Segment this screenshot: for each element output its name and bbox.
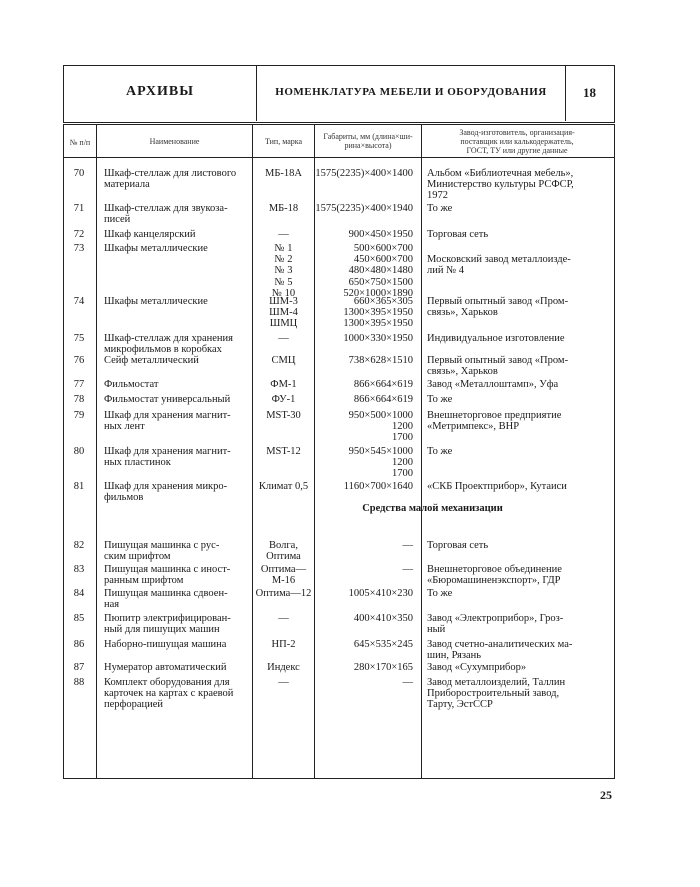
cell-maker: То же (427, 588, 453, 599)
cell-type: — (278, 613, 289, 624)
cell-dims: 645×535×245 (353, 639, 413, 650)
row-number: 70 (73, 168, 85, 179)
cell-name: Шкаф-стеллаж для хранения (104, 333, 233, 344)
cell-type: Волга, (269, 540, 298, 551)
cell-type: — (278, 229, 289, 240)
cell-name: Шкаф для хранения микро- (104, 481, 228, 492)
cell-dims: 1000×330×1950 (343, 333, 413, 344)
cell-dims: 1300×395×1950 (343, 307, 413, 319)
header-divider-1 (256, 65, 257, 121)
row-number: 83 (73, 564, 85, 575)
cell-name: ским шрифтом (104, 551, 171, 563)
cell-dims: — (402, 677, 413, 688)
cell-type: № 10 (271, 287, 296, 299)
cell-maker: Тарту, ЭстССР (427, 699, 493, 711)
cell-type: № 1 (274, 243, 293, 254)
cell-maker: Завод металлоизделий, Таллин (427, 677, 566, 688)
cell-name: Пишущая машинка с рус- (104, 540, 220, 551)
cell-maker: «Бюромашиненэкспорт», ГДР (427, 575, 561, 587)
cell-maker: Торговая сеть (427, 540, 489, 551)
cell-type: СМЦ (271, 355, 296, 366)
cell-maker: То же (427, 394, 453, 405)
cell-type: Оптима— (260, 564, 307, 575)
row-number: 82 (73, 540, 85, 551)
cell-dims: 1575(2235)×400×1400 (315, 168, 413, 179)
cell-type: МБ-18А (265, 168, 302, 179)
cell-dims: — (402, 540, 413, 551)
cell-name: писей (104, 214, 131, 226)
row-number: 77 (73, 379, 85, 390)
cell-type: Оптима—12 (255, 588, 312, 599)
cell-name: Пишущая машинка сдвоен- (104, 588, 228, 599)
cell-maker: Приборостроительный завод, (427, 688, 560, 700)
row-number: 79 (73, 410, 85, 421)
row-number: 78 (73, 394, 85, 405)
cell-type: ФУ-1 (271, 394, 296, 405)
cell-maker: связь», Харьков (427, 307, 498, 319)
cell-maker: лий № 4 (427, 265, 464, 277)
cell-type: МБ-18 (268, 203, 299, 214)
col-header-type: Тип, марка (264, 137, 303, 146)
cell-name: ная (104, 599, 120, 611)
cell-maker: Завод «Электроприбор», Гроз- (427, 613, 564, 624)
cell-type: ШМЦ (269, 318, 298, 330)
cell-dims: — (402, 564, 413, 575)
cell-type: ШМ-3 (269, 296, 298, 307)
cell-type: — (278, 333, 289, 344)
col-header-dims-1: Габариты, мм (длина×ши- (323, 132, 413, 141)
page-number: 18 (583, 85, 596, 100)
cell-dims: 280×170×165 (353, 662, 413, 673)
cell-dims: 660×365×305 (353, 296, 413, 307)
cell-name: ный для пишущих машин (104, 624, 220, 636)
col-divider-num (96, 124, 97, 779)
cell-maker: Внешнеторговое предприятие (427, 410, 562, 421)
row-number: 80 (73, 446, 85, 457)
cell-dims: 480×480×1480 (348, 265, 413, 277)
col-header-maker-2: поставщик или калькодержатель, (460, 137, 574, 146)
cell-name: ных пластинок (104, 457, 171, 469)
cell-type: MST-12 (266, 446, 301, 457)
cell-name: Шкафы металлические (104, 243, 208, 254)
cell-maker: Индивидуальное изготовление (427, 333, 565, 344)
cell-type: № 5 (274, 276, 293, 288)
cell-maker: То же (427, 446, 453, 457)
cell-dims: 1200 (392, 457, 413, 469)
cell-type: MST-30 (266, 410, 301, 421)
cell-maker: Московский завод металлоизде- (427, 254, 571, 266)
row-number: 86 (73, 639, 85, 650)
col-header-maker-1: Завод-изготовитель, организация- (459, 128, 575, 137)
cell-maker: Первый опытный завод «Пром- (427, 355, 569, 366)
row-number: 73 (73, 243, 85, 254)
cell-maker: Завод «Металлоштамп», Уфа (427, 379, 559, 390)
row-number: 76 (73, 355, 85, 366)
cell-maker: ный (427, 624, 446, 636)
cell-name: Шкаф-стеллаж для листового (104, 168, 237, 179)
cell-name: Шкафы металлические (104, 296, 208, 307)
cell-dims: 1005×410×230 (348, 588, 413, 599)
cell-name: Пюпитр электрифицирован- (104, 613, 231, 624)
cell-dims: 1575(2235)×400×1940 (315, 203, 413, 214)
cell-name: Шкаф для хранения магнит- (104, 446, 231, 457)
cell-name: карточек на картах с краевой (104, 688, 234, 700)
cell-name: Фильмостат (104, 379, 159, 390)
cell-maker: Внешнеторговое объединение (427, 564, 562, 575)
cell-type: НП-2 (271, 639, 296, 650)
cell-maker: Первый опытный завод «Пром- (427, 296, 569, 307)
cell-name: Шкаф-стеллаж для звукоза- (104, 203, 228, 214)
cell-type: Индекс (267, 662, 300, 673)
row-number: 74 (73, 296, 85, 307)
cell-dims: 950×500×1000 (348, 410, 413, 421)
column-header-rule (63, 157, 615, 158)
cell-name: материала (104, 179, 150, 191)
row-number: 72 (73, 229, 85, 240)
cell-name: Пишущая машинка с иност- (104, 564, 231, 575)
cell-dims: 450×600×700 (353, 254, 413, 266)
cell-dims: 900×450×1950 (348, 229, 413, 240)
cell-name: микрофильмов в коробках (104, 344, 222, 356)
row-number: 85 (73, 613, 85, 624)
cell-name: Фильмостат универсальный (104, 394, 231, 405)
col-header-name: Наименование (149, 137, 200, 146)
row-number: 88 (73, 677, 85, 688)
cell-name: ранным шрифтом (104, 575, 184, 587)
row-number: 75 (73, 333, 85, 344)
cell-dims: 1700 (392, 468, 413, 480)
footer-page-number: 25 (600, 788, 612, 802)
cell-name: Шкаф для хранения магнит- (104, 410, 231, 421)
cell-dims: 1200 (392, 421, 413, 433)
col-header-maker-3: ГОСТ, ТУ или другие данные (466, 146, 568, 155)
cell-type: — (278, 677, 289, 688)
col-header-dims-2: рина×высота) (344, 141, 392, 150)
cell-name: Шкаф канцелярский (104, 229, 196, 240)
cell-dims: 400×410×350 (353, 613, 413, 624)
cell-maker: Министерство культуры РСФСР, (427, 179, 574, 191)
col-header-num: № п/п (69, 138, 91, 147)
cell-dims: 950×545×1000 (348, 446, 413, 457)
cell-type: ФМ-1 (270, 379, 297, 390)
cell-name: ных лент (104, 421, 145, 433)
cell-name: Наборно-пишущая машина (104, 639, 227, 650)
cell-type: Оптима (266, 551, 301, 563)
cell-type: № 3 (274, 265, 293, 277)
cell-name: Комплект оборудования для (104, 677, 230, 688)
cell-dims: 650×750×1500 (348, 276, 413, 288)
row-number: 71 (73, 203, 85, 214)
cell-dims: 738×628×1510 (348, 355, 413, 366)
cell-maker: Торговая сеть (427, 229, 489, 240)
cell-maker: «СКБ Проектприбор», Кутаиси (427, 481, 567, 492)
row-number: 87 (73, 662, 85, 673)
cell-name: перфорацией (104, 699, 164, 711)
cell-name: Нумератор автоматический (104, 662, 227, 673)
cell-type: М-16 (271, 575, 296, 587)
cell-dims: 1700 (392, 432, 413, 444)
page-title: НОМЕНКЛАТУРА МЕБЕЛИ И ОБОРУДОВАНИЯ (275, 86, 547, 98)
cell-maker: Завод счетно-аналитических ма- (427, 639, 573, 650)
cell-dims: 866×664×619 (353, 394, 413, 405)
cell-maker: Альбом «Библиотечная мебель», (427, 168, 574, 179)
cell-maker: 1972 (427, 190, 448, 202)
section-title: АРХИВЫ (125, 84, 194, 99)
row-number: 81 (73, 481, 85, 492)
cell-maker: Завод «Сухумприбор» (427, 662, 527, 673)
cell-maker: шин, Рязань (427, 650, 482, 662)
col-divider-dims (421, 124, 422, 779)
subsection-title: Средства малой механизации (362, 503, 503, 514)
cell-dims: 1160×700×1640 (343, 481, 413, 492)
cell-dims: 520×1000×1890 (343, 287, 413, 299)
cell-maker: «Метримпекс», ВНР (427, 421, 520, 433)
cell-dims: 500×600×700 (353, 243, 413, 254)
cell-type: ШМ-4 (269, 307, 298, 319)
cell-name: Сейф металлический (104, 355, 199, 366)
cell-dims: 866×664×619 (353, 379, 413, 390)
cell-name: фильмов (104, 492, 144, 504)
cell-type: № 2 (274, 254, 293, 266)
row-number: 84 (73, 588, 85, 599)
cell-dims: 1300×395×1950 (343, 318, 413, 330)
header-divider-2 (565, 65, 566, 121)
cell-type: Климат 0,5 (258, 481, 309, 492)
cell-maker: То же (427, 203, 453, 214)
cell-maker: связь», Харьков (427, 366, 498, 378)
